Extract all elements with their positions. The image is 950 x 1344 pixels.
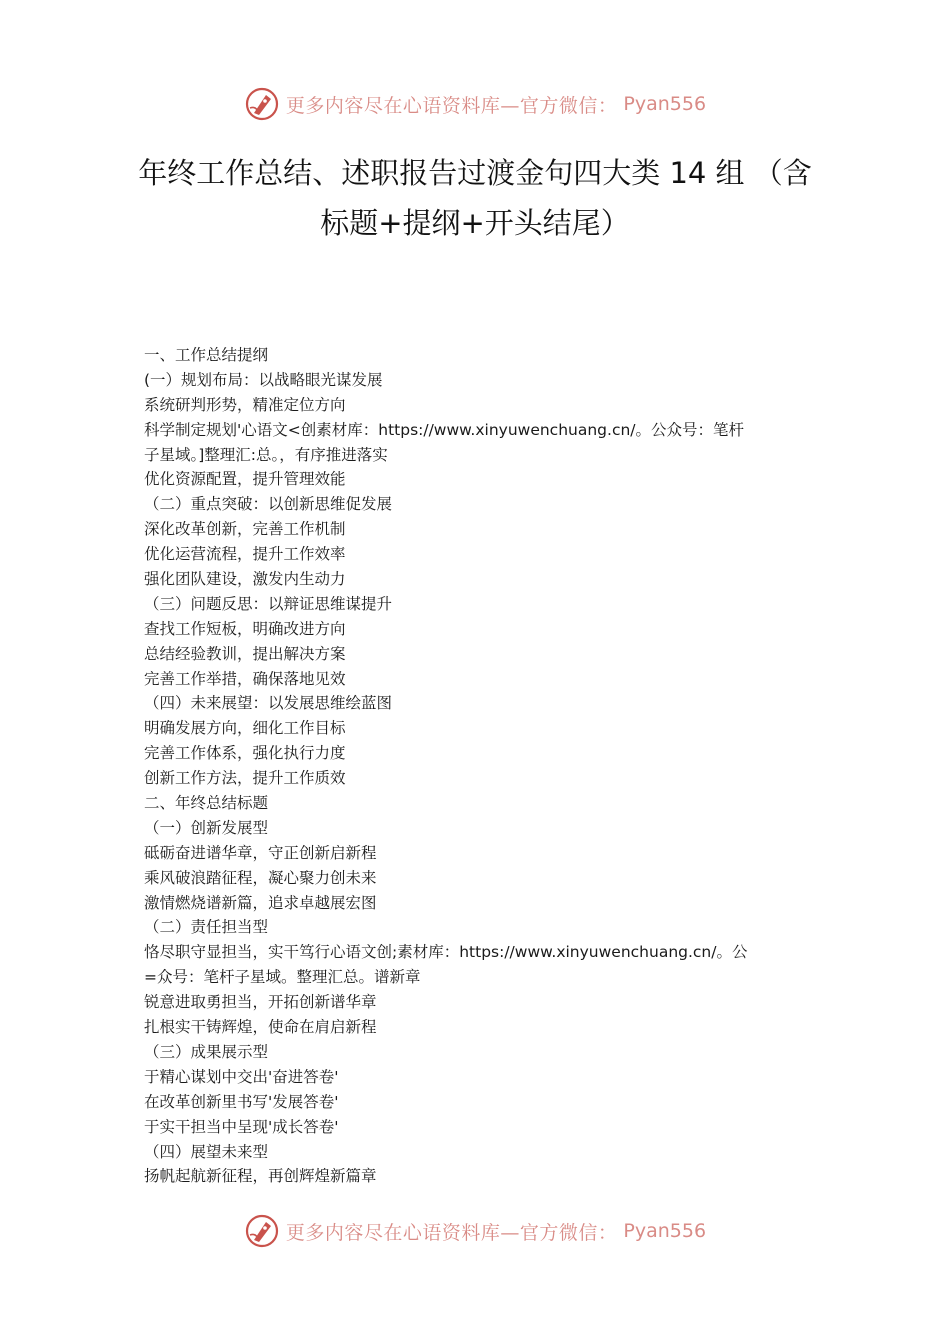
body-line: 优化资源配置，提升管理效能 — [144, 470, 346, 489]
body-line: 扬帆起航新征程，再创辉煌新篇章 — [144, 1167, 377, 1186]
body-line: 完善工作举措，确保落地见效 — [144, 669, 346, 688]
body-line: 锐意进取勇担当，开拓创新谱华章 — [144, 993, 377, 1012]
body-line: 创新工作方法，提升工作质效 — [144, 769, 346, 788]
body-line: 优化运营流程，提升工作效率 — [144, 545, 346, 564]
footer-watermark-banner — [0, 1211, 950, 1251]
body-line: 完善工作体系，强化执行力度 — [144, 744, 346, 763]
body-line: 总结经验教训，提出解决方案 — [144, 644, 346, 663]
subsection-heading: （三）成果展示型 — [144, 1042, 269, 1061]
subsection-heading: （一）创新发展型 — [144, 818, 269, 837]
body-line: 于精心谋划中交出'奋进答卷' — [144, 1067, 339, 1086]
body-line: 明确发展方向，细化工作目标 — [144, 719, 346, 738]
title-line-2: 标题+提纲+开头结尾） — [320, 206, 630, 240]
pen-nib-logo-icon — [244, 1213, 280, 1249]
subsection-heading: （三）问题反思：以辩证思维谋提升 — [144, 594, 393, 613]
body-line: 子星域。]整理汇:总。，有序推进落实 — [144, 445, 388, 464]
body-line: 扎根实干铸辉煌，使命在肩启新程 — [144, 1018, 377, 1037]
pen-nib-logo-icon — [244, 86, 280, 122]
header-watermark-banner — [0, 84, 950, 124]
body-line: 深化改革创新，完善工作机制 — [144, 520, 346, 539]
document-body — [144, 343, 824, 1189]
section-heading: 二、年终总结标题 — [144, 794, 269, 813]
subsection-heading: （四）未来展望：以发展思维绘蓝图 — [144, 694, 393, 713]
subsection-heading: （二）责任担当型 — [144, 918, 269, 937]
body-line: =众号：笔杆子星域。整理汇总。谱新章 — [144, 968, 421, 987]
body-line: 科学制定规划'心语文<创素材库：https://www.xinyuwenchuang.cn/。公众号：笔杆 — [144, 420, 745, 439]
body-line: 在改革创新里书写'发展答卷' — [144, 1092, 339, 1111]
body-line: 查找工作短板，明确改进方向 — [144, 619, 346, 638]
body-line: 恪尽职守显担当，实干笃行心语文创;素材库：https://www.xinyuwenchuang.cn/。公 — [144, 943, 748, 962]
document-title — [120, 148, 830, 248]
body-line: 乘风破浪踏征程，凝心聚力创未来 — [144, 868, 377, 887]
subsection-heading: （四）展望未来型 — [144, 1142, 269, 1161]
body-line: 系统研判形势，精准定位方向 — [144, 395, 346, 414]
banner-text: 更多内容尽在心语资料库—官方微信： — [285, 1221, 618, 1244]
body-line: 激情燃烧谱新篇，追求卓越展宏图 — [144, 893, 377, 912]
body-line: 砥砺奋进谱华章，守正创新启新程 — [144, 843, 377, 862]
section-heading: 一、工作总结提纲 — [144, 346, 269, 364]
banner-text: 更多内容尽在心语资料库—官方微信： — [285, 94, 618, 117]
subsection-heading: （二）重点突破：以创新思维促发展 — [144, 495, 393, 514]
subsection-heading: (一）规划布局：以战略眼光谋发展 — [144, 370, 383, 389]
banner-wechat-handle: Pyan556 — [623, 93, 707, 115]
body-line: 于实干担当中呈现'成长答卷' — [144, 1117, 339, 1136]
body-line: 强化团队建设，激发内生动力 — [144, 570, 346, 589]
banner-wechat-handle: Pyan556 — [623, 1220, 707, 1242]
title-line-1: 年终工作总结、述职报告过渡金句四大类 14 组 （含 — [138, 156, 812, 190]
